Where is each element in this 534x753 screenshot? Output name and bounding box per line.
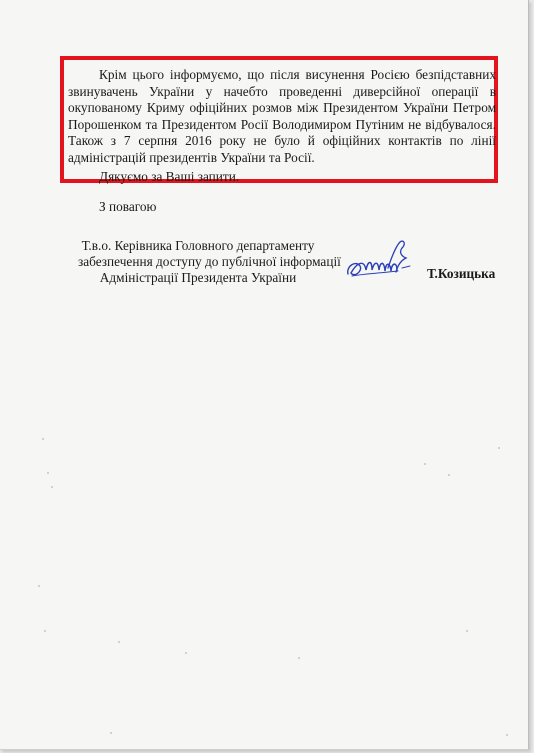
signatory-title-line-1: Т.в.о. Керівника Головного департаменту: [81, 238, 315, 253]
scan-speck: [110, 732, 112, 734]
scan-speck: [42, 438, 44, 440]
thanks-line: Дякуємо за Ваші запити.: [99, 169, 240, 184]
highlighted-paragraph: Крім цього інформуємо, що після висунення Росією безпідставних звинувачень України у начебто проведенні диверсійної операції в окупованому Криму офіційних розмов між Президентом України Петром Порошенком та Президентом Росії Володимиром Путіним не відбувалося. Також з 7 серпня 2016 року не було й офіційних контактів по лінії адміністрацій президентів України та Росії.: [68, 67, 496, 165]
scan-speck: [51, 486, 53, 488]
closing-line: З повагою: [99, 199, 157, 214]
signatory-title-line-2: забезпечення доступу до публічної інформації: [78, 253, 341, 269]
scan-speck: [424, 463, 426, 465]
signatory-title-line-3: Адміністрації Президента України: [99, 269, 297, 285]
scan-speck: [185, 652, 187, 654]
signatory-name: Т.Козицька: [427, 266, 496, 281]
handwritten-signature: [344, 238, 412, 288]
scan-speck: [38, 585, 40, 587]
scan-speck: [506, 734, 508, 736]
scan-speck: [466, 630, 468, 632]
signatory-title: [78, 238, 341, 285]
scan-speck: [118, 641, 120, 643]
scan-speck: [44, 630, 46, 632]
scan-speck: [298, 657, 300, 659]
scan-speck: [498, 447, 500, 449]
scan-speck: [47, 472, 49, 474]
scan-speck: [448, 474, 450, 476]
